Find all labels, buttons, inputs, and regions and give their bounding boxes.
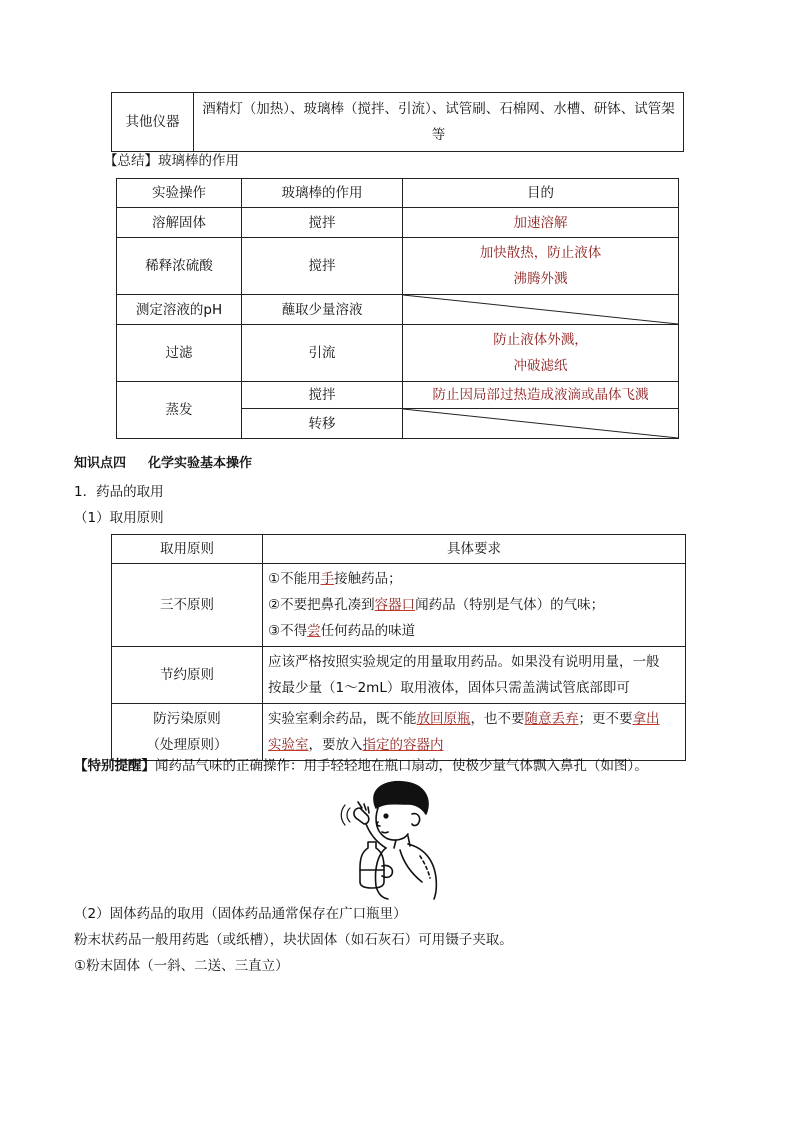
op-cell: 过滤 [117,325,242,382]
purpose-line: 沸腾外溅 [513,271,568,287]
col-header: 实验操作 [117,179,242,208]
rule-line: ②不要把鼻孔凑到容器口闻药品（特别是气体）的气味； [268,597,605,613]
rules-table [111,534,686,761]
rule-line: ①不能用手接触药品； [268,571,402,587]
role-cell: 转移 [242,409,403,439]
op-cell: 测定溶液的pH [117,295,242,325]
role-cell: 搅拌 [242,382,403,409]
section-name: 化学实验基本操作 [148,456,253,471]
col-header: 玻璃棒的作用 [242,179,403,208]
role-cell: 搅拌 [242,238,403,295]
section-number: 知识点四 [74,456,127,471]
paragraph: 粉末状药品一般用药匙（或纸槽），块状固体（如石灰石）可用镊子夹取。 [74,932,513,948]
table-row [117,208,679,238]
instruments-table [111,92,684,152]
purpose-line: 加快散热，防止液体 [479,245,602,261]
rule-line: 实验室，要放入指定的容器内 [268,737,444,753]
tip-text: 闻药品气味的正确操作：用手轻轻地在瓶口扇动，使极少量气体飘入鼻孔（如图）。 [155,758,648,774]
table-row [112,564,686,647]
table-header-row [112,535,686,564]
rule-line: 实验室剩余药品，既不能放回原瓶，也不要随意丢弃；更不要拿出 [268,711,660,727]
table-row [117,295,679,325]
role-cell: 引流 [242,325,403,382]
role-cell: 蘸取少量溶液 [242,295,403,325]
rule-label: 防污染原则 （处理原则） [112,704,263,761]
op-cell: 溶解固体 [117,208,242,238]
section-title [74,454,252,474]
table-row [112,647,686,704]
smelling-illustration [338,778,458,900]
table-row [112,704,686,761]
rule-line: 应该严格按照实验规定的用量取用药品。如果没有说明用量，一般 [268,654,660,670]
tip-label: 【特别提醒】 [74,758,155,774]
empty-diagonal-cell [403,295,679,325]
col-header: 目的 [403,179,679,208]
table-header-row [117,179,679,208]
glass-rod-table [116,178,679,439]
purpose-cell [403,325,679,382]
col-header: 具体要求 [263,535,686,564]
purpose-line: 冲破滤纸 [513,358,568,374]
purpose-line: 防止液体外溅， [493,332,588,348]
rule-line: 按最少量（1～2mL）取用液体，固体只需盖满试管底部即可 [268,680,630,696]
rule-label: 节约原则 [112,647,263,704]
item-heading: 1．药品的取用 [74,484,164,500]
op-cell: 稀释浓硫酸 [117,238,242,295]
purpose-cell: 加速溶解 [403,208,679,238]
sub-heading: （2）固体药品的取用（固体药品通常保存在广口瓶里） [74,906,407,922]
instrument-label: 其他仪器 [112,93,194,152]
col-header: 取用原则 [112,535,263,564]
rule-content [263,704,686,761]
summary-heading: 【总结】玻璃棒的作用 [104,153,239,169]
op-cell: 蒸发 [117,382,242,439]
sub-item: ①粉末固体（一斜、二送、三直立） [74,958,289,974]
empty-diagonal-cell [403,409,679,439]
purpose-cell: 防止因局部过热造成液滴或晶体飞溅 [403,382,679,409]
table-row [112,93,684,152]
rule-line: ③不得尝任何药品的味道 [268,623,416,639]
rule-content [263,647,686,704]
rule-label: 三不原则 [112,564,263,647]
table-row [117,382,679,409]
table-row [117,238,679,295]
sub-heading: （1）取用原则 [74,510,164,526]
rule-content [263,564,686,647]
role-cell: 搅拌 [242,208,403,238]
special-tip [74,756,648,776]
instrument-content: 酒精灯（加热）、玻璃棒（搅拌、引流）、试管刷、石棉网、水槽、研钵、试管架等 [194,93,684,152]
table-row [117,325,679,382]
purpose-cell [403,238,679,295]
